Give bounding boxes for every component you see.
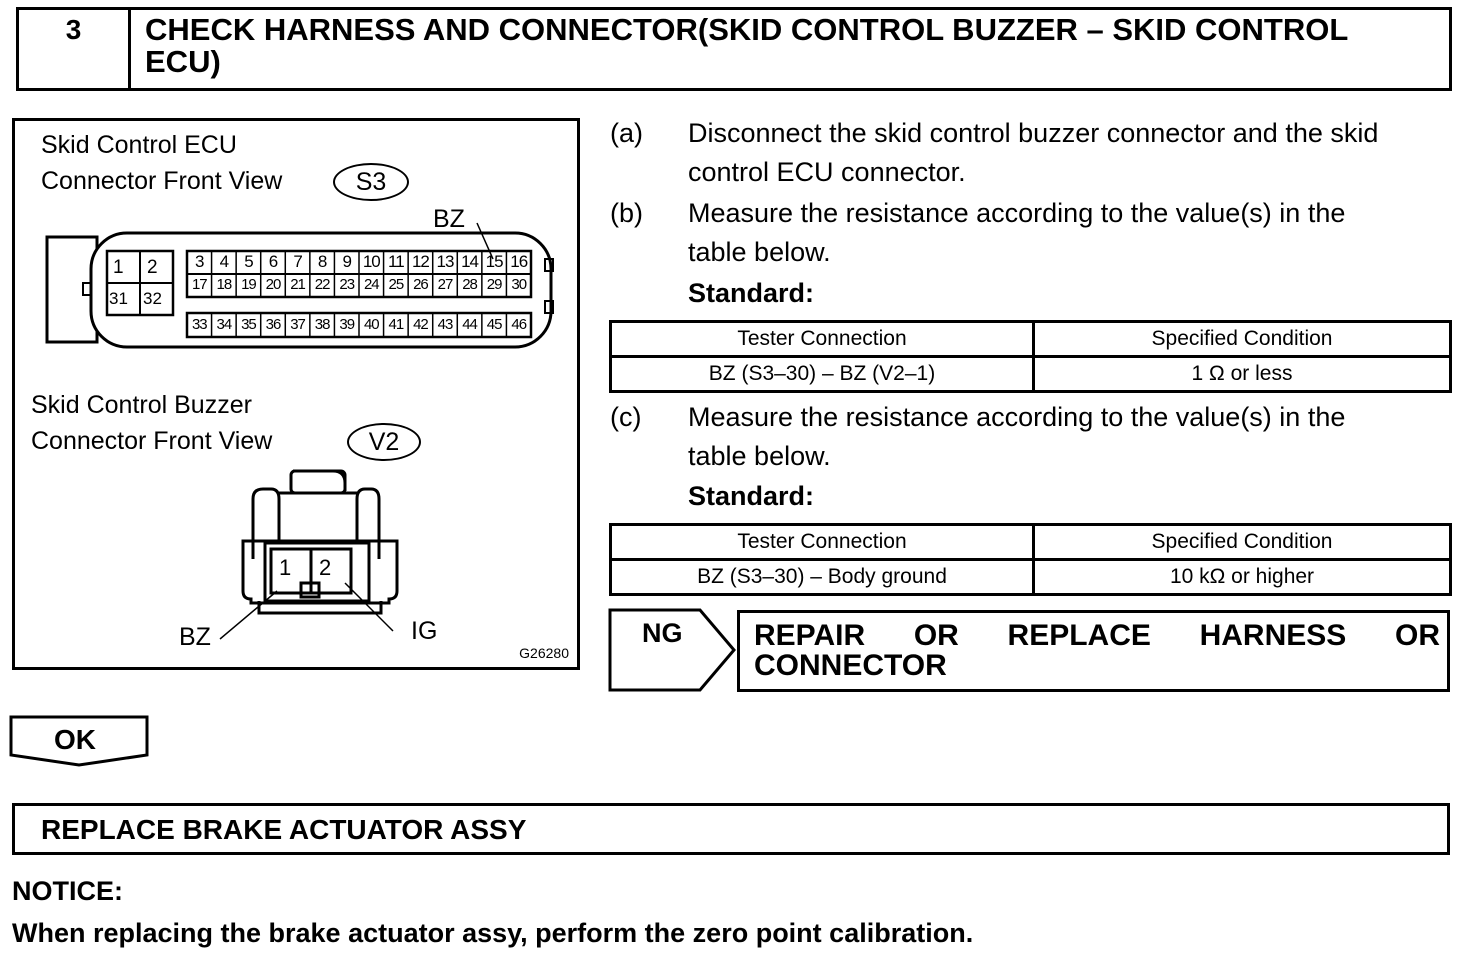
ecu-pin: 20 (265, 276, 281, 293)
table-header: Specified Condition (1034, 322, 1451, 357)
ecu-pin: 8 (317, 252, 327, 271)
step-b-line2: table below. (688, 237, 831, 267)
ecu-connector-code: S3 (333, 163, 409, 201)
ecu-pin: 38 (314, 316, 330, 333)
figure-code: G26280 (519, 645, 569, 661)
ecu-pin: 41 (388, 316, 404, 333)
ecu-pin: 34 (216, 316, 232, 333)
ecu-pin: 29 (486, 276, 502, 293)
ecu-pin: 33 (191, 316, 207, 333)
spec-table-1 (609, 320, 1452, 393)
ecu-pin: 27 (437, 276, 453, 293)
ecu-pin: 2 (147, 257, 158, 278)
ecu-pin: 37 (290, 316, 305, 333)
ok-label: OK (54, 724, 96, 755)
table-cell: 10 kΩ or higher (1034, 560, 1451, 595)
buzzer-label-line2: Connector Front View (31, 427, 273, 455)
ecu-pin: 32 (143, 289, 162, 308)
table-cell: 1 Ω or less (1034, 357, 1451, 392)
step-a-line1: Disconnect the skid control buzzer connector and the skid (688, 118, 1379, 148)
ecu-pin: 39 (339, 316, 355, 333)
buzzer-connector-code: V2 (347, 423, 421, 461)
ecu-pin: 36 (265, 316, 281, 333)
ecu-label-line2: Connector Front View (41, 167, 283, 195)
buzzer-bz-label: BZ (179, 623, 211, 651)
buzzer-label-line1: Skid Control Buzzer (31, 391, 252, 419)
ng-result-line1: REPAIR OR REPLACE HARNESS OR (754, 619, 1440, 652)
ecu-pin: 6 (268, 252, 278, 271)
result-text: REPLACE BRAKE ACTUATOR ASSY (41, 814, 527, 845)
table-header: Specified Condition (1034, 525, 1451, 560)
connector-figure (12, 118, 580, 670)
ecu-left-pins (107, 251, 173, 315)
ecu-pin: 14 (461, 252, 479, 271)
step-c-line1: Measure the resistance according to the value(s) in the (688, 402, 1346, 432)
ecu-pin: 28 (462, 276, 477, 293)
ecu-pin: 35 (241, 316, 256, 333)
step-header (16, 7, 1452, 91)
step-title: CHECK HARNESS AND CONNECTOR(SKID CONTROL BUZZER – SKID CONTROL ECU) (145, 12, 1348, 79)
ecu-pin: 43 (437, 316, 453, 333)
notice-title: NOTICE: (12, 876, 123, 906)
step-a-label: (a) (610, 118, 643, 148)
ecu-label-line1: Skid Control ECU (41, 131, 237, 159)
step-b-label: (b) (610, 198, 643, 228)
ecu-pin: 26 (413, 276, 428, 293)
buzzer-pin: 2 (319, 555, 332, 580)
ecu-pin: 22 (314, 276, 330, 293)
ng-result-line2: CONNECTOR (754, 649, 947, 682)
ecu-pin: 44 (462, 316, 477, 333)
ng-result-box (737, 610, 1450, 692)
table-header: Tester Connection (611, 322, 1034, 357)
ecu-pin: 31 (109, 289, 128, 308)
step-c-line2: table below. (688, 441, 831, 471)
table-header: Tester Connection (611, 525, 1034, 560)
step-c-label: (c) (610, 402, 642, 432)
ecu-pin: 15 (485, 252, 503, 271)
ecu-pin: 23 (339, 276, 355, 293)
notice-text: When replacing the brake actuator assy, perform the zero point calibration. (12, 918, 974, 948)
ecu-pin: 40 (363, 316, 379, 333)
ecu-pin: 3 (195, 252, 204, 271)
ecu-pin: 46 (511, 316, 527, 333)
ecu-pin: 5 (244, 252, 253, 271)
step-b-standard: Standard: (688, 278, 815, 308)
ecu-pin: 4 (219, 252, 229, 271)
ecu-pin: 9 (342, 252, 351, 271)
ecu-bz-pin-label: BZ (433, 205, 465, 233)
ecu-pin: 19 (241, 276, 256, 293)
ecu-pin: 42 (413, 316, 428, 333)
ecu-pin: 25 (388, 276, 404, 293)
ecu-pin: 17 (191, 276, 207, 293)
step-a-line2: control ECU connector. (688, 157, 966, 187)
step-number: 3 (19, 10, 131, 88)
step-b-line1: Measure the resistance according to the value(s) in the (688, 198, 1346, 228)
ecu-pin: 18 (216, 276, 232, 293)
ecu-pin: 16 (510, 252, 528, 271)
ecu-pin: 30 (511, 276, 527, 293)
ecu-pin: 11 (388, 252, 404, 271)
ecu-pin: 13 (436, 252, 454, 271)
ecu-pin: 21 (290, 276, 305, 293)
ecu-pin: 10 (362, 252, 380, 271)
ecu-pin: 24 (363, 276, 379, 293)
buzzer-ig-label: IG (411, 617, 438, 645)
table-cell: BZ (S3–30) – BZ (V2–1) (611, 357, 1034, 392)
result-box (12, 803, 1450, 855)
ecu-pin: 1 (113, 257, 124, 278)
step-c-standard: Standard: (688, 481, 815, 511)
buzzer-pin: 1 (279, 555, 292, 580)
table-cell: BZ (S3–30) – Body ground (611, 560, 1034, 595)
ecu-pin: 7 (293, 252, 302, 271)
ng-label: NG (642, 618, 683, 648)
ecu-pin: 45 (486, 316, 502, 333)
spec-table-2 (609, 523, 1452, 596)
ecu-pin: 12 (411, 252, 429, 271)
